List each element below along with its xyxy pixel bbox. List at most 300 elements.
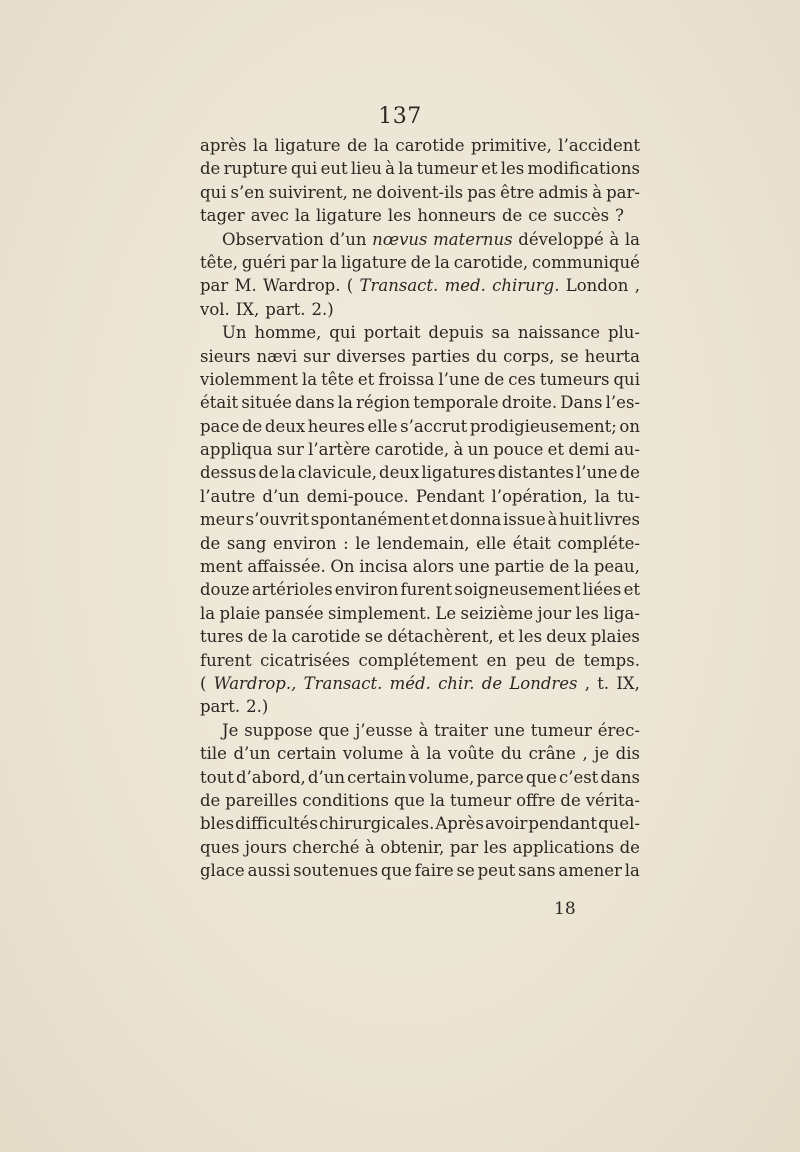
text-word: ces [508, 369, 536, 389]
text-word: appliqua [200, 440, 273, 460]
text-word: la [321, 252, 338, 272]
text-line [200, 812, 640, 835]
text-word: carotide, [453, 252, 529, 272]
text-word: l’es- [605, 393, 640, 413]
text-word: cherché [292, 837, 360, 857]
text-word: on [619, 416, 640, 436]
text-word: suppose [244, 720, 313, 740]
text-word: peu [515, 650, 547, 670]
text-word: deux [546, 627, 587, 647]
text-word: carotide [395, 136, 465, 155]
text-word: ligature [340, 252, 407, 272]
text-line [200, 181, 640, 204]
text-word: succès [553, 206, 610, 226]
text-word: s’en [230, 182, 265, 202]
text-word: ligature [274, 136, 341, 155]
text-word: dans [600, 767, 640, 787]
text-word: bles [200, 814, 235, 834]
text-word: les [500, 159, 525, 179]
text-word: conditions [302, 790, 389, 810]
text-line [200, 438, 640, 461]
text-line [200, 251, 640, 274]
text-word: ligatures [421, 463, 496, 483]
text-word: pareilles [225, 790, 298, 810]
text-word: alors [412, 557, 455, 577]
text-word: sur [276, 440, 304, 460]
text-word: d’un [329, 229, 367, 249]
text-word: la [624, 229, 640, 249]
text-word: de [200, 790, 221, 810]
text-word: la [301, 369, 318, 389]
text-word: tête [321, 369, 354, 389]
text-word: carotide, [374, 440, 450, 460]
text-word: s’ouvrit [245, 510, 310, 530]
text-word: avoir [485, 814, 528, 834]
text-word: depuis [428, 323, 484, 343]
text-word: la [594, 486, 610, 506]
text-word: chirurg. [492, 276, 560, 296]
text-word: et [497, 627, 515, 647]
text-word: seizième [460, 603, 534, 623]
text-line [200, 204, 640, 227]
text-word: primitive, [470, 136, 552, 155]
text-word: Pendant [415, 486, 485, 506]
text-word: était [512, 533, 551, 553]
text-word: crâne [528, 744, 576, 764]
text-word: clavicule, [297, 463, 378, 483]
text-word: sans [518, 861, 556, 881]
text-line [200, 134, 640, 157]
text-word: rupture [223, 159, 288, 179]
text-word: deux [264, 416, 306, 436]
text-word: nœvus [372, 229, 428, 249]
text-word: soigneusement [454, 580, 581, 600]
page-number: 137 [378, 104, 422, 129]
text-line [200, 578, 640, 601]
text-word: les [518, 627, 543, 647]
text-word: Le [435, 603, 457, 623]
text-word: admis [538, 182, 589, 202]
text-word: distantes [497, 463, 574, 483]
text-word: guéri [241, 252, 286, 272]
text-word: détachèrent, [387, 627, 494, 647]
text-word: l’accident [558, 136, 640, 155]
text-word: de [481, 673, 503, 693]
text-word: sur [303, 346, 331, 366]
text-word: de [200, 533, 221, 553]
text-word: vol. [200, 299, 230, 319]
text-line [200, 368, 640, 391]
text-word: Un [222, 323, 247, 343]
text-word: la [426, 744, 442, 764]
text-word: Après [435, 814, 484, 834]
text-line [200, 789, 640, 812]
text-word: eut [320, 159, 348, 179]
text-word: med. [444, 276, 486, 296]
text-word: tumeur [530, 720, 592, 740]
text-word: liées [582, 580, 622, 600]
text-word: difficultés [235, 814, 319, 834]
text-word: pendant [528, 814, 598, 834]
text-word: la [624, 861, 640, 881]
text-word: violemment [200, 369, 298, 389]
text-word: du [475, 346, 498, 366]
text-word: une [493, 720, 525, 740]
text-line [200, 415, 640, 438]
text-word: plaie [219, 603, 261, 623]
text-word: dans [295, 393, 335, 413]
text-word: lieu [350, 159, 382, 179]
text-word: heurta [584, 346, 640, 366]
text-word: quel- [598, 814, 640, 834]
text-word: demi-pouce. [306, 486, 409, 506]
text-word: London [565, 276, 629, 296]
text-word: au- [613, 440, 640, 460]
text-word: la [253, 136, 269, 155]
text-word: ne [351, 182, 373, 202]
text-word: la [280, 463, 296, 483]
text-word: traiter [434, 720, 489, 740]
text-word: furent [200, 650, 252, 670]
text-word: , [582, 744, 588, 764]
text-word: parties [411, 346, 470, 366]
text-word: de [554, 650, 576, 670]
signature-mark: 18 [554, 899, 576, 919]
text-line [200, 274, 640, 297]
text-word: froissa [378, 369, 435, 389]
text-word: ligature [315, 206, 382, 226]
text-word: partie [494, 557, 545, 577]
text-word: offre [516, 790, 556, 810]
text-word: région [356, 393, 411, 413]
text-word: parce [476, 767, 524, 787]
text-word: portait [363, 323, 421, 343]
text-word: à [547, 510, 558, 530]
text-word: volume, [408, 767, 475, 787]
text-word: et [357, 369, 375, 389]
text-word: c’est [558, 767, 599, 787]
text-word: se [456, 861, 475, 881]
text-word: meur [200, 510, 244, 530]
text-line [200, 742, 640, 765]
text-word: jours [244, 837, 287, 857]
text-word: IX, [616, 673, 640, 693]
text-word: de [410, 252, 431, 272]
text-word: tager [200, 206, 245, 226]
text-word: à [418, 720, 429, 740]
text-word: qui [329, 323, 356, 343]
text-word: de [549, 557, 570, 577]
text-word: par [449, 837, 479, 857]
text-word: issue [503, 510, 546, 530]
text-word: complétement [358, 650, 478, 670]
text-word: être [500, 182, 535, 202]
text-word: par- [606, 182, 640, 202]
text-word: se [560, 346, 579, 366]
text-word: le [355, 533, 371, 553]
text-word: voûte [448, 744, 495, 764]
text-word: j’eusse [355, 720, 413, 740]
text-word: la [373, 136, 389, 155]
text-word: M. [234, 276, 257, 296]
text-word: naissance [517, 323, 601, 343]
text-word: chir. [438, 673, 475, 693]
text-word: tumeur [449, 790, 512, 810]
text-word: la [294, 206, 310, 226]
text-word: de [501, 206, 523, 226]
text-word: et [547, 440, 565, 460]
text-word: à [453, 440, 464, 460]
text-line [200, 672, 640, 695]
text-line [200, 766, 640, 789]
text-word: droite. [501, 393, 558, 413]
text-word: la [200, 603, 216, 623]
text-word: pas [467, 182, 497, 202]
text-word: maternus [433, 229, 513, 249]
text-word: de [346, 136, 368, 155]
text-word: les [387, 206, 412, 226]
text-word: 2.) [311, 299, 334, 319]
text-word: Observation [222, 229, 324, 249]
text-word: dis [615, 744, 640, 764]
text-word: était [200, 393, 239, 413]
text-word: sieurs [200, 346, 251, 366]
text-word: sa [491, 323, 510, 343]
text-word: à [385, 159, 395, 179]
text-line [200, 555, 640, 578]
text-word: que [318, 720, 350, 740]
text-line [200, 602, 640, 625]
text-word: peau, [593, 557, 640, 577]
text-word: furent [400, 580, 453, 600]
text-word: l’opération, [491, 486, 588, 506]
text-word: aussi [247, 861, 291, 881]
text-line [200, 859, 640, 882]
text-word: ques [200, 837, 240, 857]
text-line [200, 625, 640, 648]
text-word: elle [367, 416, 398, 436]
text-word: située [241, 393, 292, 413]
text-word: demi [568, 440, 610, 460]
text-word: Dans [560, 393, 603, 413]
text-word: une [458, 557, 490, 577]
text-line [200, 228, 640, 251]
text-word: certain [277, 744, 337, 764]
text-word: d’abord, [235, 767, 306, 787]
text-word: d’un [233, 744, 271, 764]
text-line [200, 695, 640, 718]
text-word: livres [593, 510, 640, 530]
text-word: la [398, 159, 414, 179]
text-word: pansée [264, 603, 324, 623]
text-word: incisa [359, 557, 408, 577]
text-word: Je [222, 720, 239, 740]
text-word: diverses [336, 346, 406, 366]
body-text [200, 134, 640, 883]
text-word: les [483, 837, 508, 857]
text-word: huit [559, 510, 593, 530]
text-word: t. [597, 673, 610, 693]
text-word: : [343, 533, 349, 553]
text-word: la [434, 252, 450, 272]
text-word: ( [200, 673, 207, 693]
text-word: que [380, 861, 412, 881]
text-word: la [337, 393, 353, 413]
text-word: plaies [590, 627, 640, 647]
text-word: lendemain, [376, 533, 470, 553]
text-word: de [200, 159, 221, 179]
text-word: carotide [291, 627, 361, 647]
text-word: liga- [603, 603, 640, 623]
text-word: obtenir, [380, 837, 445, 857]
text-line [200, 532, 640, 555]
text-word: à [409, 744, 420, 764]
text-word: en [486, 650, 507, 670]
text-line [200, 485, 640, 508]
text-word: communiqué [531, 252, 640, 272]
text-word: tile [200, 744, 227, 764]
text-word: 2.) [246, 697, 269, 717]
text-word: l’une [438, 369, 480, 389]
text-word: de [258, 463, 279, 483]
text-word: que [393, 790, 425, 810]
text-line [200, 508, 640, 531]
text-word: de [619, 463, 640, 483]
text-word: modifications [527, 159, 640, 179]
text-word: pace [200, 416, 240, 436]
text-word: les [575, 603, 600, 623]
text-line [200, 391, 640, 414]
text-word: dessus [200, 463, 257, 483]
text-word: ment [200, 557, 243, 577]
text-word: méd. [389, 673, 431, 693]
text-word: environ [273, 533, 337, 553]
text-word: spontanément [310, 510, 430, 530]
text-word: l’artère [308, 440, 371, 460]
text-word: temporale [413, 393, 499, 413]
text-word: Transact. [359, 276, 439, 296]
text-word: la [429, 790, 445, 810]
text-word: plu- [607, 323, 640, 343]
text-word: un [467, 440, 489, 460]
text-word: prodigieusement; [469, 416, 617, 436]
text-word: d’un [307, 767, 345, 787]
text-word: On [330, 557, 355, 577]
text-word: deux [379, 463, 420, 483]
text-word: tures [200, 627, 244, 647]
text-word: vérita- [585, 790, 640, 810]
text-word: la [574, 557, 590, 577]
text-word: jour [537, 603, 572, 623]
text-word: environ [334, 580, 399, 600]
text-word: ce [528, 206, 548, 226]
text-word: érec- [597, 720, 640, 740]
text-word: simplement. [328, 603, 431, 623]
text-word: Wardrop., [213, 673, 297, 693]
text-word: la [272, 627, 288, 647]
text-word: qui [290, 159, 318, 179]
text-word: glace [200, 861, 245, 881]
text-word: d’un [262, 486, 300, 506]
text-word: part. [265, 299, 306, 319]
text-word: volume [342, 744, 404, 764]
text-word: artérioles [251, 580, 333, 600]
text-word: soutenues [293, 861, 379, 881]
text-word: qui [200, 182, 227, 202]
text-word: l’autre [200, 486, 256, 506]
text-word: tête, [200, 252, 239, 272]
text-word: sang [226, 533, 267, 553]
text-word: douze [200, 580, 250, 600]
text-word: après [200, 136, 247, 155]
text-word: corps, [503, 346, 555, 366]
text-word: , [584, 673, 591, 693]
text-word: avec [250, 206, 289, 226]
text-word: affaissée. [247, 557, 326, 577]
text-word: Transact. [303, 673, 383, 693]
text-word: tout [200, 767, 234, 787]
text-word: de [247, 627, 268, 647]
text-word: Wardrop. [263, 276, 341, 296]
text-line [200, 321, 640, 344]
text-word: que [525, 767, 557, 787]
text-word: honneurs [417, 206, 496, 226]
text-line [200, 461, 640, 484]
text-line [200, 649, 640, 672]
text-word: certain [347, 767, 407, 787]
text-word: cicatrisées [260, 650, 350, 670]
text-word: du [500, 744, 523, 764]
text-word: pouce [493, 440, 544, 460]
text-word: s’accrut [400, 416, 468, 436]
text-line [200, 719, 640, 742]
text-word: se [364, 627, 383, 647]
text-line [200, 345, 640, 368]
text-word: applications [512, 837, 615, 857]
text-word: ? [615, 206, 624, 226]
text-word: et [481, 159, 498, 179]
text-word: par [289, 252, 319, 272]
text-word: peut [477, 861, 516, 881]
text-line [200, 157, 640, 180]
text-word: donna [449, 510, 502, 530]
text-word: à [609, 229, 620, 249]
text-word: part. [200, 697, 241, 717]
text-word: tu- [617, 486, 640, 506]
text-word: et [431, 510, 449, 530]
text-word: de [619, 837, 640, 857]
text-word: l’une [576, 463, 618, 483]
text-word: IX, [235, 299, 260, 319]
text-line [200, 836, 640, 859]
text-word: ( [346, 276, 354, 296]
text-word: de [560, 790, 581, 810]
text-word: Londres [509, 673, 578, 693]
text-word: faire [414, 861, 454, 881]
text-word: homme, [254, 323, 322, 343]
text-word: développé [518, 229, 604, 249]
text-word: de [483, 369, 505, 389]
text-word: temps. [583, 650, 640, 670]
text-word: nævi [256, 346, 298, 366]
text-word: qui [613, 369, 640, 389]
text-word: de [241, 416, 263, 436]
text-word: à [364, 837, 375, 857]
text-word: , [634, 276, 640, 296]
text-word: par [200, 276, 229, 296]
text-word: tumeur [416, 159, 478, 179]
text-line [200, 298, 640, 321]
